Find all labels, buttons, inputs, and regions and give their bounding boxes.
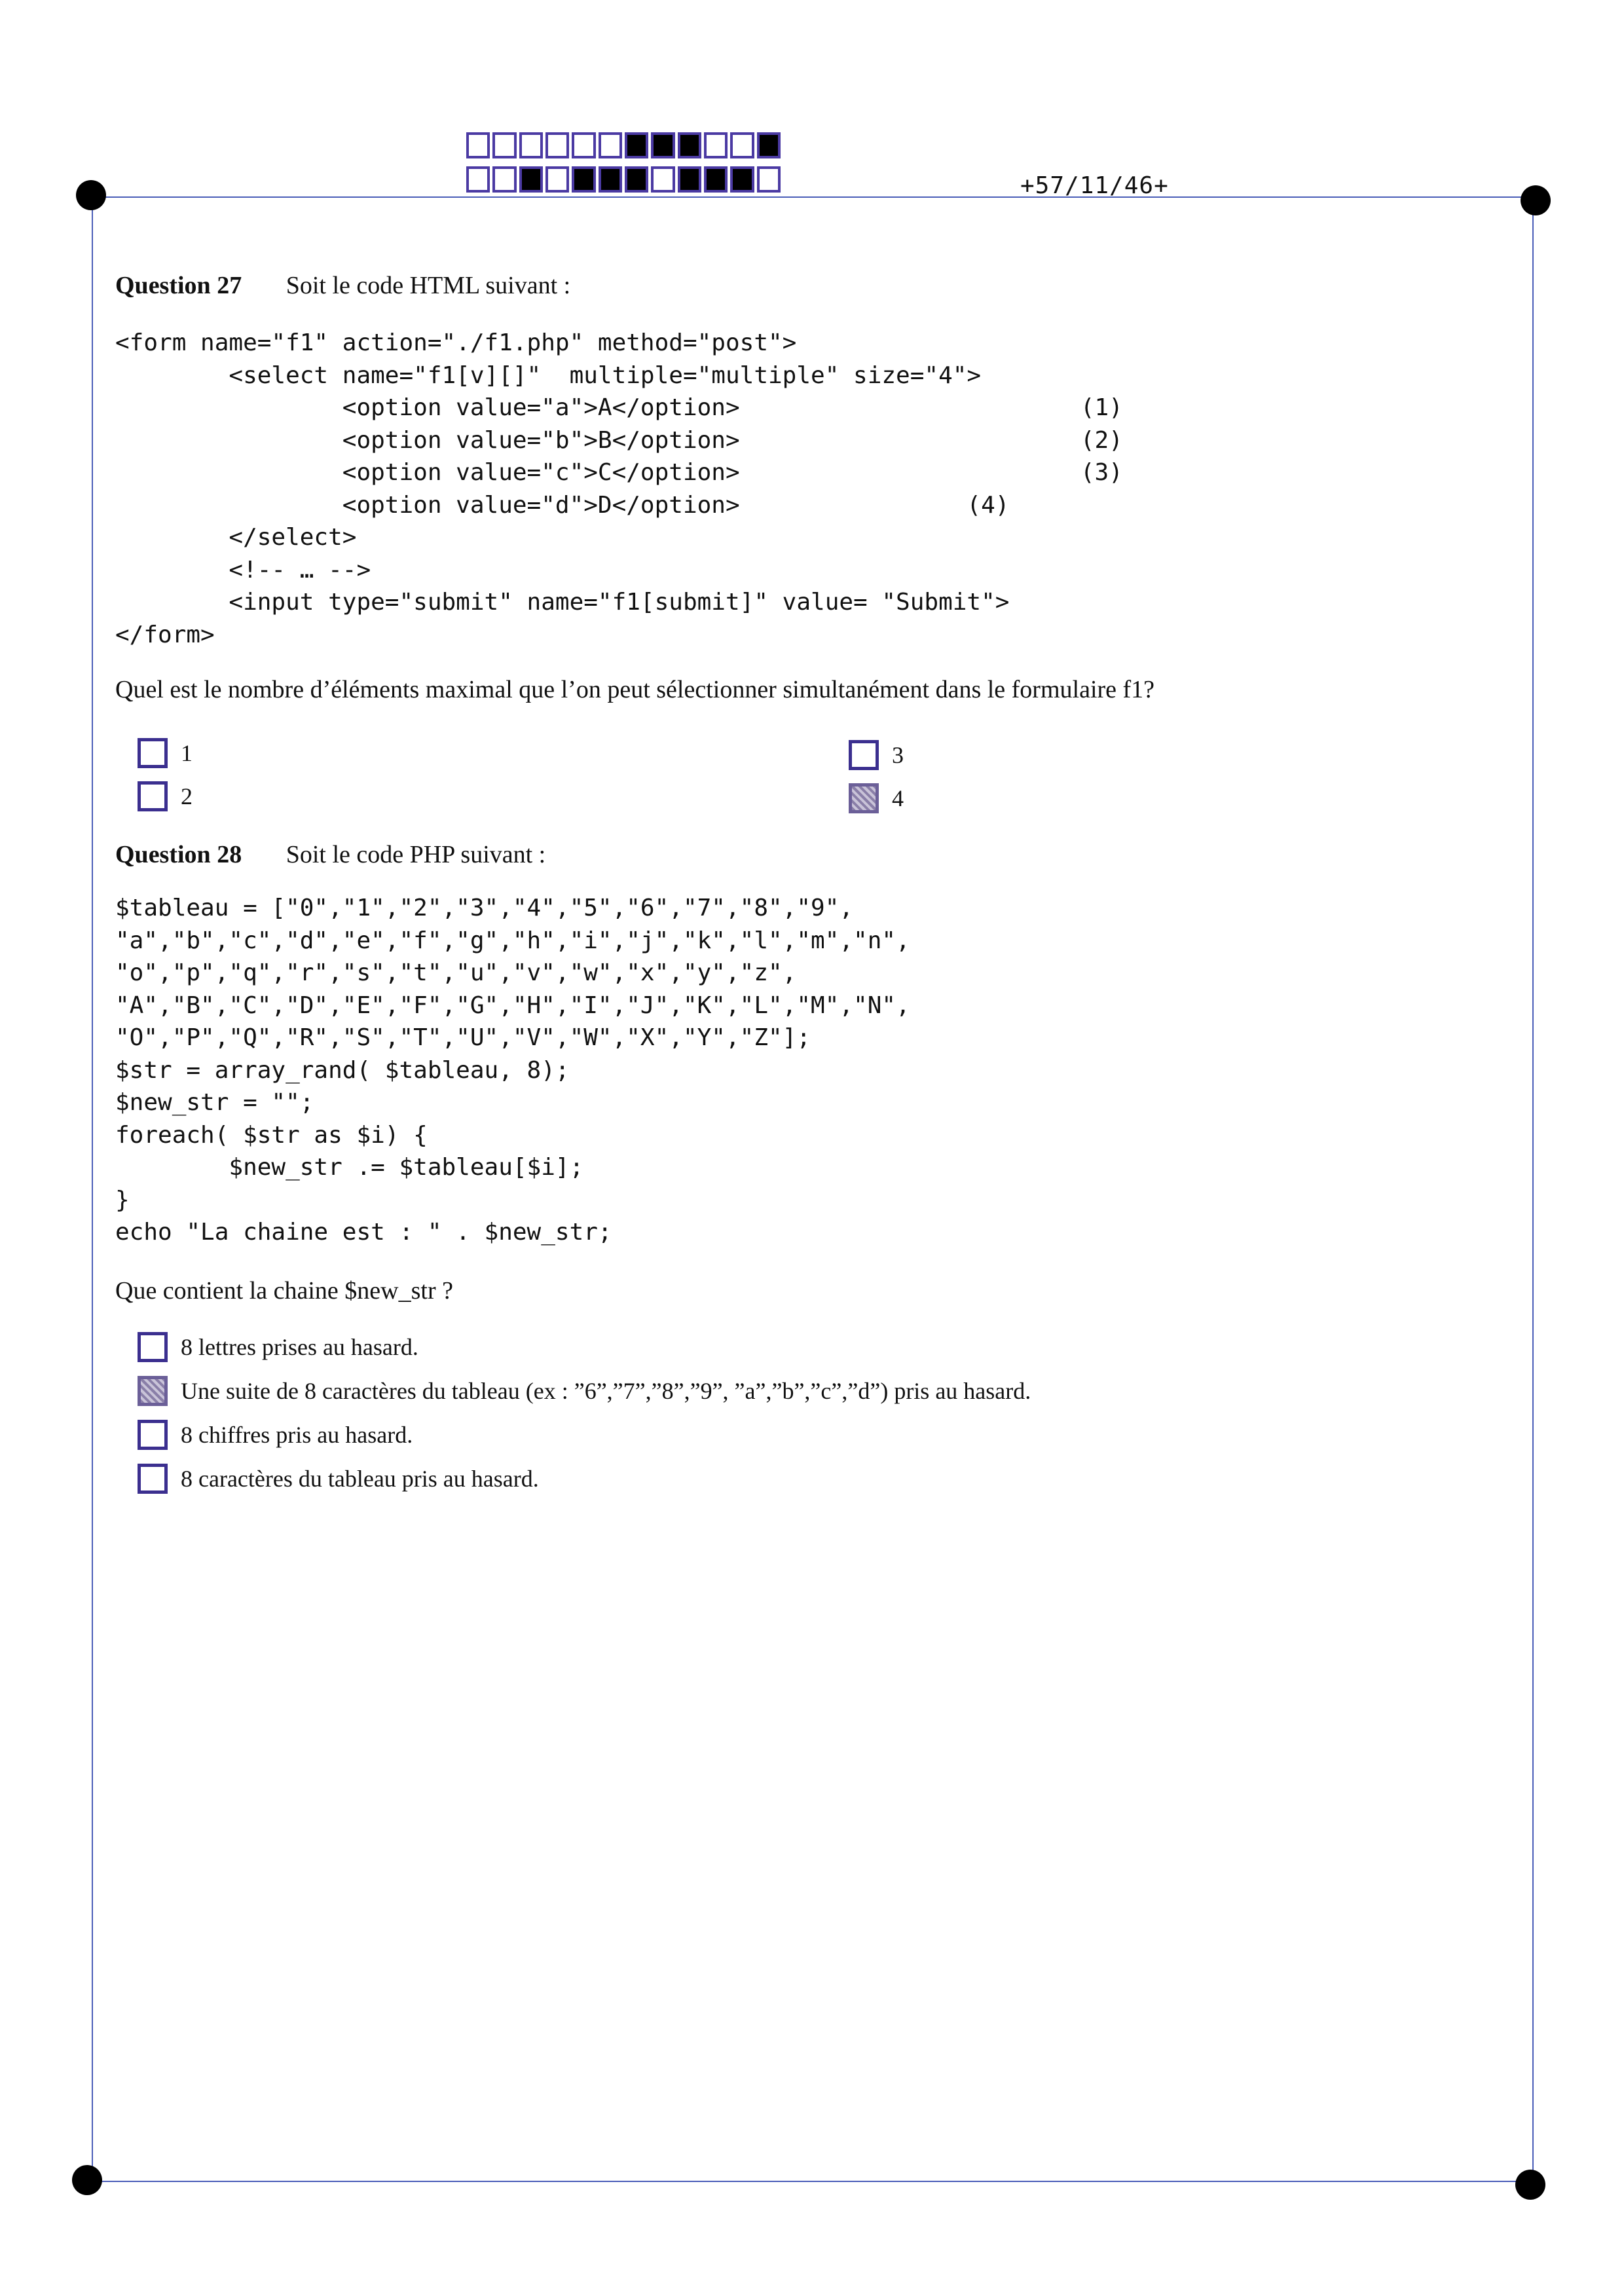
barcode-cell bbox=[651, 166, 674, 193]
copy-id: +57/11/46+ bbox=[1020, 172, 1169, 199]
barcode-cell bbox=[757, 132, 781, 158]
barcode-cell bbox=[704, 166, 728, 193]
answer-label: 8 chiffres pris au hasard. bbox=[181, 1422, 413, 1448]
answer-option[interactable] bbox=[138, 1332, 418, 1362]
barcode-cell bbox=[678, 132, 701, 158]
barcode-cell bbox=[730, 166, 754, 193]
answer-label: 2 bbox=[181, 783, 193, 809]
barcode-cell bbox=[704, 132, 728, 158]
barcode-cell bbox=[492, 132, 516, 158]
question-number: Question 27 bbox=[115, 272, 242, 299]
code-line: foreach( $str as $i) { bbox=[115, 1121, 428, 1149]
answer-option[interactable] bbox=[138, 738, 193, 768]
code-line: <option value="a">A</option> (1) bbox=[115, 394, 1123, 421]
barcode-cell bbox=[625, 132, 648, 158]
corner-dot-bottom-right bbox=[1515, 2170, 1545, 2200]
question-number: Question 28 bbox=[115, 841, 242, 868]
barcode-cell bbox=[625, 166, 648, 193]
frame-right bbox=[1532, 196, 1534, 2187]
answer-label: 8 lettres prises au hasard. bbox=[181, 1334, 418, 1360]
code-line: $str = array_rand( $tableau, 8); bbox=[115, 1056, 570, 1084]
checkbox[interactable] bbox=[138, 1376, 168, 1406]
answer-label: 1 bbox=[181, 740, 193, 766]
code-line: </form> bbox=[115, 621, 215, 648]
code-line: "a","b","c","d","e","f","g","h","i","j","k","l","m","n", bbox=[115, 927, 910, 954]
answer-label: 3 bbox=[892, 742, 904, 768]
code-line: $tableau = ["0","1","2","3","4","5","6","7","8","9", bbox=[115, 895, 854, 921]
checkbox[interactable] bbox=[138, 738, 168, 768]
code-line: <!-- … --> bbox=[115, 556, 371, 583]
question-27-header bbox=[115, 271, 570, 300]
corner-dot-bottom-left bbox=[72, 2165, 102, 2195]
answer-label: Une suite de 8 caractères du tableau (ex : ”6”,”7”,”8”,”9”, ”a”,”b”,”c”,”d”) pris au hasard. bbox=[181, 1378, 1031, 1404]
answer-option[interactable] bbox=[849, 740, 904, 770]
barcode-cell bbox=[492, 166, 516, 193]
barcode-cell bbox=[466, 166, 490, 193]
code-line: <option value="b">B</option> (2) bbox=[115, 426, 1123, 454]
checkbox[interactable] bbox=[138, 1420, 168, 1450]
code-line: "O","P","Q","R","S","T","U","V","W","X","Y","Z"]; bbox=[115, 1024, 811, 1051]
code-line: <form name="f1" action="./f1.php" method="post"> bbox=[115, 329, 797, 356]
answer-option[interactable] bbox=[138, 781, 193, 811]
code-line: <select name="f1[v][]" multiple="multiple" size="4"> bbox=[115, 361, 982, 389]
code-line: <input type="submit" name="f1[submit]" value= "Submit"> bbox=[115, 589, 1010, 616]
code-line: echo "La chaine est : " . $new_str; bbox=[115, 1219, 612, 1246]
checkbox[interactable] bbox=[849, 740, 879, 770]
barcode-cell bbox=[651, 132, 674, 158]
barcode-cell bbox=[599, 132, 622, 158]
code-line: } bbox=[115, 1186, 130, 1213]
barcode-row bbox=[466, 166, 781, 193]
corner-dot-top-left bbox=[76, 180, 106, 210]
code-line: "o","p","q","r","s","t","u","v","w","x","y","z", bbox=[115, 959, 797, 986]
barcode-row bbox=[466, 132, 781, 158]
barcode-cell bbox=[572, 132, 595, 158]
question-intro: Soit le code PHP suivant : bbox=[286, 841, 546, 868]
code-line: </select> bbox=[115, 524, 357, 551]
code-line: "A","B","C","D","E","F","G","H","I","J","K","L","M","N", bbox=[115, 991, 910, 1019]
code-line: <option value="d">D</option> (4) bbox=[115, 491, 1010, 519]
answer-option[interactable] bbox=[138, 1420, 413, 1450]
question-27-prompt: Quel est le nombre d’éléments maximal que l’on peut sélectionner simultanément dans le formulaire f1? bbox=[115, 676, 1155, 703]
code-line: $new_str = ""; bbox=[115, 1089, 314, 1116]
question-intro: Soit le code HTML suivant : bbox=[286, 272, 571, 299]
barcode-cell bbox=[519, 166, 543, 193]
barcode-cell bbox=[757, 166, 781, 193]
checkbox[interactable] bbox=[849, 783, 879, 813]
answer-label: 4 bbox=[892, 785, 904, 811]
answer-label: 8 caractères du tableau pris au hasard. bbox=[181, 1466, 539, 1492]
php-code-block bbox=[115, 892, 910, 1249]
barcode-cell bbox=[678, 166, 701, 193]
frame-bottom bbox=[92, 2181, 1532, 2182]
barcode-cell bbox=[519, 132, 543, 158]
barcode-cell bbox=[545, 166, 569, 193]
barcode-cell bbox=[572, 166, 595, 193]
frame-top bbox=[92, 196, 1532, 198]
code-line: <option value="c">C</option> (3) bbox=[115, 459, 1123, 486]
answer-option[interactable] bbox=[849, 783, 904, 813]
question-28-header bbox=[115, 840, 545, 869]
html-code-block bbox=[115, 327, 1123, 651]
corner-dot-top-right bbox=[1521, 185, 1551, 215]
checkbox[interactable] bbox=[138, 781, 168, 811]
answer-option[interactable] bbox=[138, 1376, 1031, 1406]
checkbox[interactable] bbox=[138, 1332, 168, 1362]
frame-left bbox=[92, 196, 93, 2181]
barcode-cell bbox=[599, 166, 622, 193]
answer-option[interactable] bbox=[138, 1464, 539, 1494]
code-line: $new_str .= $tableau[$i]; bbox=[115, 1154, 584, 1181]
checkbox[interactable] bbox=[138, 1464, 168, 1494]
barcode-cell bbox=[466, 132, 490, 158]
barcode-cell bbox=[545, 132, 569, 158]
question-28-prompt: Que contient la chaine $new_str ? bbox=[115, 1277, 453, 1305]
barcode-cell bbox=[730, 132, 754, 158]
barcode bbox=[466, 132, 781, 193]
